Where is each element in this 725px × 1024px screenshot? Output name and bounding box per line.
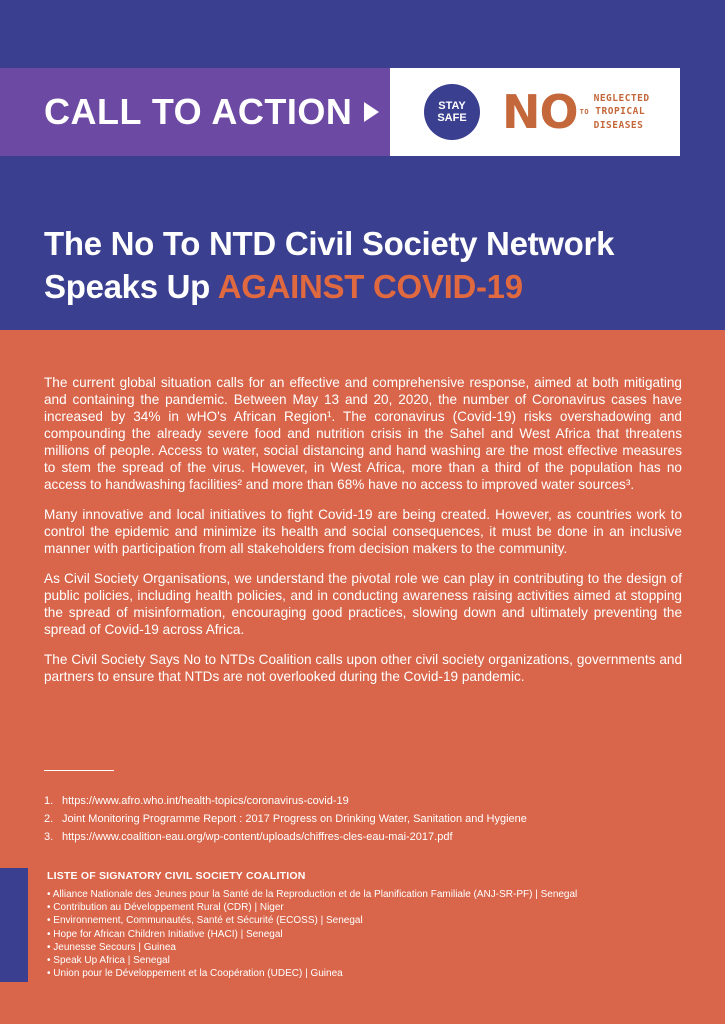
paragraph: The Civil Society Says No to NTDs Coalition calls upon other civil society organizations, governments and partners to ensure that NTDs are not overlooked during the Covid-19 pandemic. [44,652,682,684]
stay-safe-logo: STAY SAFE [424,84,480,140]
paragraph: The current global situation calls for an effective and comprehensive response, aimed at both mitigating and containing the pandemic. Between May 13 and 20, 2020, the number of Coronavirus cases have increased by 34% in wHO's African Region¹. The coronavirus (Covid-19) risks overshadowing and compounding the already severe food and nutrition crisis in the Sahel and West Africa that threatens millions of people. Access to water, social distancing and hand washing are the most effective measures to stem the spread of the virus. However, in West Africa, more than a third of the population has no access to handwashing facilities² and more than 68% have no access to improved water sources³. [44,375,682,492]
list-item: • Contribution au Développement Rural (CDR) | Niger [47,901,707,914]
page-title: The No To NTD Civil Society Network Speaks Up AGAINST COVID-19 [44,225,615,306]
list-item: • Alliance Nationale des Jeunes pour la Santé de la Reproduction et de la Planification Familiale (ANJ-SR-PF) | Senegal [47,888,707,901]
footnote: 3. https://www.coalition-eau.org/wp-content/uploads/chiffres-cles-eau-mai-2017.pdf [44,831,453,843]
signatory-list [47,888,707,980]
list-item: • Hope for African Children Initiative (HACI) | Senegal [47,928,707,941]
paragraph: As Civil Society Organisations, we understand the pivotal role we can play in contributing to the design of public policies, including health policies, and in conducting awareness raising activities aimed at stopping the spread of misinformation, encouraging good practices, slowing down and ultimately preventing the spread of Covid-19 across Africa. [44,571,682,637]
list-item: • Union pour le Développement et la Coopération (UDEC) | Guinea [47,967,707,980]
footnote-divider [44,770,114,771]
body-text [44,374,682,698]
play-arrow-icon [364,102,379,122]
title-accent: AGAINST COVID-19 [217,268,523,306]
no-ntd-logo: NO NEGLECTED TO TROPICAL DISEASES [502,85,650,139]
paragraph: Many innovative and local initiatives to fight Covid-19 are being created. However, as countries work to control the epidemic and minimize its health and social consequences, it must be done in an inclusive manner with participation from all stakeholders from decision makers to the community. [44,507,682,556]
footnotes [44,792,704,846]
footnote: 1. https://www.afro.who.int/health-topics/coronavirus-covid-19 [44,795,349,807]
list-item: • Speak Up Africa | Senegal [47,954,707,967]
call-to-action-label: CALL TO ACTION [44,91,353,132]
list-item: • Jeunesse Secours | Guinea [47,941,707,954]
footnote: 2. Joint Monitoring Programme Report : 2017 Progress on Drinking Water, Sanitation and Hygiene [44,813,527,825]
partner-logos [390,68,680,156]
list-item: • Environnement, Communautés, Santé et Sécurité (ECOSS) | Senegal [47,914,707,927]
signatory-list-title: LISTE OF SIGNATORY CIVIL SOCIETY COALITION [47,870,306,882]
call-to-action-banner [0,68,390,156]
side-accent-bar [0,868,28,982]
